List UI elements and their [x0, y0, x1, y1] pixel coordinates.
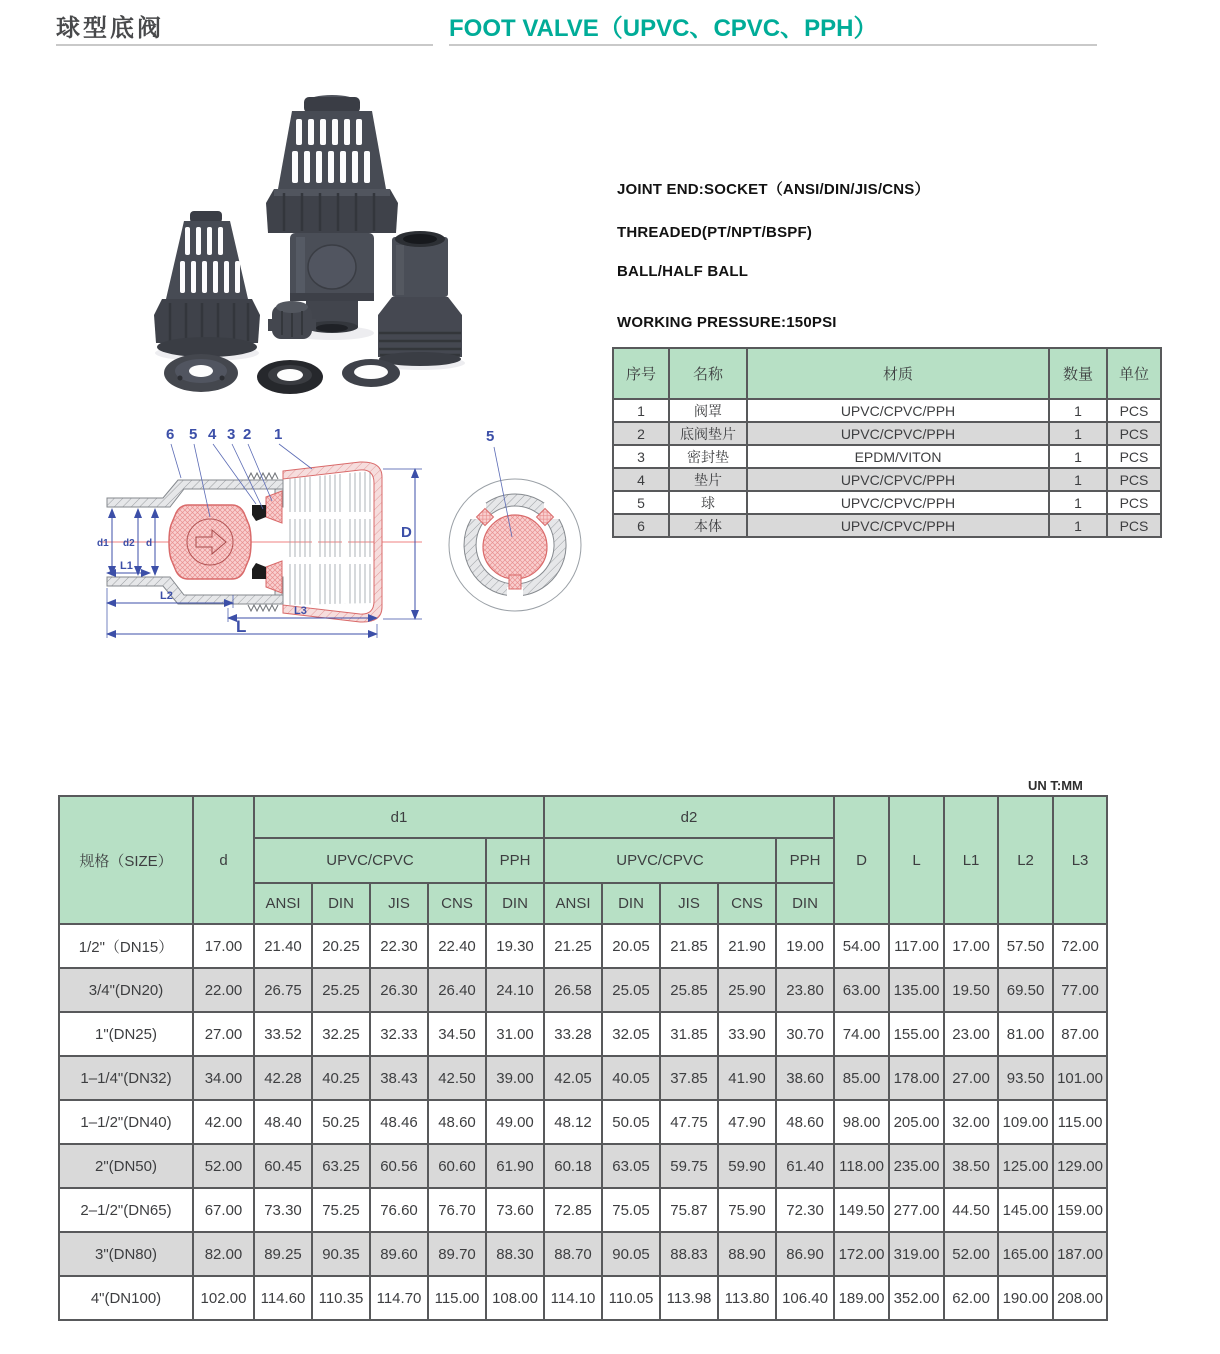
- table-cell: 129.00: [1053, 1144, 1107, 1188]
- table-cell: 135.00: [889, 968, 944, 1012]
- table-cell: 93.50: [998, 1056, 1053, 1100]
- table-cell: 50.05: [602, 1100, 660, 1144]
- table-cell: 19.50: [944, 968, 998, 1012]
- table-cell: 155.00: [889, 1012, 944, 1056]
- table-cell: 172.00: [834, 1232, 889, 1276]
- table-cell: 本体: [669, 514, 747, 537]
- photo-assembled-valve: [266, 95, 398, 333]
- table-cell: 48.46: [370, 1100, 428, 1144]
- table-cell: 41.90: [718, 1056, 776, 1100]
- table-cell: 38.50: [944, 1144, 998, 1188]
- table-cell: 60.60: [428, 1144, 486, 1188]
- table-cell: 108.00: [486, 1276, 544, 1320]
- table-cell: 25.05: [602, 968, 660, 1012]
- table-cell: 34.50: [428, 1012, 486, 1056]
- table-cell: 63.25: [312, 1144, 370, 1188]
- table-cell: 21.25: [544, 924, 602, 968]
- table-row: [613, 422, 1161, 445]
- col-header-standard: JIS: [370, 883, 428, 924]
- table-cell: 4"(DN100): [59, 1276, 193, 1320]
- col-header-d: d: [193, 796, 254, 924]
- table-cell: 67.00: [193, 1188, 254, 1232]
- table-cell: 60.18: [544, 1144, 602, 1188]
- table-cell: 40.05: [602, 1056, 660, 1100]
- table-cell: 42.05: [544, 1056, 602, 1100]
- parts-table: [612, 347, 1162, 538]
- col-header-standard: CNS: [428, 883, 486, 924]
- table-cell: 1: [1049, 399, 1107, 422]
- table-cell: 23.80: [776, 968, 834, 1012]
- table-cell: 90.35: [312, 1232, 370, 1276]
- table-cell: UPVC/CPVC/PPH: [747, 514, 1049, 537]
- table-cell: 114.10: [544, 1276, 602, 1320]
- col-header-upvc-cpvc: UPVC/CPVC: [254, 838, 486, 883]
- table-cell: 19.00: [776, 924, 834, 968]
- callout-5: 5: [189, 426, 198, 443]
- table-cell: 54.00: [834, 924, 889, 968]
- table-cell: 1: [1049, 468, 1107, 491]
- table-cell: 4: [613, 468, 669, 491]
- table-cell: 1"(DN25): [59, 1012, 193, 1056]
- table-cell: 352.00: [889, 1276, 944, 1320]
- callout-3: 3: [227, 426, 236, 443]
- table-row: [59, 1232, 1107, 1276]
- table-cell: 31.85: [660, 1012, 718, 1056]
- table-cell: 110.05: [602, 1276, 660, 1320]
- table-cell: 277.00: [889, 1188, 944, 1232]
- table-row: [613, 445, 1161, 468]
- table-cell: 44.50: [944, 1188, 998, 1232]
- table-row: [613, 514, 1161, 537]
- table-cell: 98.00: [834, 1100, 889, 1144]
- col-header: 单位: [1107, 348, 1161, 399]
- table-cell: 89.70: [428, 1232, 486, 1276]
- table-cell: 33.28: [544, 1012, 602, 1056]
- table-cell: 47.75: [660, 1100, 718, 1144]
- table-cell: 74.00: [834, 1012, 889, 1056]
- callout-6: 6: [166, 426, 175, 443]
- table-cell: 球: [669, 491, 747, 514]
- table-cell: 88.83: [660, 1232, 718, 1276]
- callout-4: 4: [208, 426, 217, 443]
- table-cell: PCS: [1107, 399, 1161, 422]
- size-table-body: [59, 924, 1107, 1320]
- table-cell: 32.00: [944, 1100, 998, 1144]
- table-cell: 5: [613, 491, 669, 514]
- table-cell: 114.60: [254, 1276, 312, 1320]
- col-header-d1: d1: [254, 796, 544, 838]
- dim-label-L1: L1: [120, 560, 133, 572]
- table-cell: 208.00: [1053, 1276, 1107, 1320]
- table-cell: PCS: [1107, 468, 1161, 491]
- table-cell: 1: [1049, 491, 1107, 514]
- table-row: [59, 1100, 1107, 1144]
- table-cell: 89.60: [370, 1232, 428, 1276]
- table-cell: 235.00: [889, 1144, 944, 1188]
- table-cell: 33.52: [254, 1012, 312, 1056]
- col-header-standard: DIN: [486, 883, 544, 924]
- table-cell: PCS: [1107, 422, 1161, 445]
- col-header-standard: CNS: [718, 883, 776, 924]
- table-cell: 59.90: [718, 1144, 776, 1188]
- table-cell: 76.70: [428, 1188, 486, 1232]
- table-cell: 90.05: [602, 1232, 660, 1276]
- table-cell: 88.70: [544, 1232, 602, 1276]
- table-cell: 75.25: [312, 1188, 370, 1232]
- table-cell: 24.10: [486, 968, 544, 1012]
- product-photo: [90, 85, 570, 405]
- table-cell: 72.85: [544, 1188, 602, 1232]
- table-cell: 39.00: [486, 1056, 544, 1100]
- parts-table-header: [613, 348, 1161, 399]
- col-header: 材质: [747, 348, 1049, 399]
- product-photo-svg: [90, 85, 570, 405]
- table-cell: UPVC/CPVC/PPH: [747, 468, 1049, 491]
- technical-drawing-svg: [60, 425, 610, 663]
- table-cell: 205.00: [889, 1100, 944, 1144]
- table-cell: 38.60: [776, 1056, 834, 1100]
- table-cell: PCS: [1107, 514, 1161, 537]
- table-cell: 189.00: [834, 1276, 889, 1320]
- table-cell: 1: [1049, 422, 1107, 445]
- table-cell: 34.00: [193, 1056, 254, 1100]
- table-cell: 115.00: [1053, 1100, 1107, 1144]
- table-cell: 1: [1049, 514, 1107, 537]
- parts-table-body: [613, 399, 1161, 537]
- col-header-L3: L3: [1053, 796, 1107, 924]
- table-cell: 109.00: [998, 1100, 1053, 1144]
- table-cell: 60.56: [370, 1144, 428, 1188]
- title-divider-right: [449, 44, 1097, 46]
- col-header: 名称: [669, 348, 747, 399]
- table-cell: 32.05: [602, 1012, 660, 1056]
- table-cell: 75.05: [602, 1188, 660, 1232]
- col-header-standard: ANSI: [544, 883, 602, 924]
- dim-label-d2: d2: [123, 538, 135, 549]
- page-title-zh: 球型底阀: [56, 15, 164, 42]
- table-cell: 59.75: [660, 1144, 718, 1188]
- callout-end-5: 5: [486, 428, 495, 445]
- table-cell: UPVC/CPVC/PPH: [747, 399, 1049, 422]
- table-cell: 22.00: [193, 968, 254, 1012]
- col-header-d2: d2: [544, 796, 834, 838]
- table-cell: 32.25: [312, 1012, 370, 1056]
- size-table-header: [59, 796, 1107, 924]
- table-cell: EPDM/VITON: [747, 445, 1049, 468]
- table-cell: 20.05: [602, 924, 660, 968]
- table-cell: 密封垫: [669, 445, 747, 468]
- col-header: 数量: [1049, 348, 1107, 399]
- table-cell: 37.85: [660, 1056, 718, 1100]
- table-cell: 101.00: [1053, 1056, 1107, 1100]
- spec-line: THREADED(PT/NPT/BSPF): [617, 224, 813, 241]
- table-cell: 17.00: [944, 924, 998, 968]
- table-row: [59, 1056, 1107, 1100]
- table-cell: 38.43: [370, 1056, 428, 1100]
- table-cell: 30.70: [776, 1012, 834, 1056]
- table-cell: 6: [613, 514, 669, 537]
- table-cell: 63.00: [834, 968, 889, 1012]
- table-cell: 33.90: [718, 1012, 776, 1056]
- table-row: [59, 968, 1107, 1012]
- table-cell: 72.00: [1053, 924, 1107, 968]
- table-cell: 17.00: [193, 924, 254, 968]
- drawing-end-view: [449, 428, 581, 611]
- table-cell: 26.40: [428, 968, 486, 1012]
- table-cell: 50.25: [312, 1100, 370, 1144]
- table-cell: 57.50: [998, 924, 1053, 968]
- table-cell: 21.40: [254, 924, 312, 968]
- table-cell: 87.00: [1053, 1012, 1107, 1056]
- table-cell: 48.60: [776, 1100, 834, 1144]
- table-cell: 25.25: [312, 968, 370, 1012]
- table-cell: 113.98: [660, 1276, 718, 1320]
- table-cell: 25.85: [660, 968, 718, 1012]
- table-cell: 阀罩: [669, 399, 747, 422]
- table-cell: 20.25: [312, 924, 370, 968]
- table-cell: 60.45: [254, 1144, 312, 1188]
- callout-1: 1: [274, 426, 283, 443]
- col-header-pph: PPH: [486, 838, 544, 883]
- table-cell: 48.12: [544, 1100, 602, 1144]
- table-cell: 52.00: [193, 1144, 254, 1188]
- spec-list: [617, 178, 1157, 331]
- table-cell: 165.00: [998, 1232, 1053, 1276]
- col-header-L: L: [889, 796, 944, 924]
- table-row: [613, 491, 1161, 514]
- table-cell: 1–1/4"(DN32): [59, 1056, 193, 1100]
- table-cell: 115.00: [428, 1276, 486, 1320]
- col-header-standard: DIN: [312, 883, 370, 924]
- table-cell: 3"(DN80): [59, 1232, 193, 1276]
- table-cell: PCS: [1107, 445, 1161, 468]
- table-cell: 125.00: [998, 1144, 1053, 1188]
- table-cell: 3: [613, 445, 669, 468]
- table-row: [59, 924, 1107, 968]
- table-cell: 2: [613, 422, 669, 445]
- table-cell: 145.00: [998, 1188, 1053, 1232]
- table-cell: 1/2"（DN15）: [59, 924, 193, 968]
- table-cell: 26.30: [370, 968, 428, 1012]
- photo-socket-adapter: [378, 231, 462, 366]
- col-header-L1: L1: [944, 796, 998, 924]
- technical-drawing: [60, 425, 610, 663]
- table-cell: 77.00: [1053, 968, 1107, 1012]
- table-cell: 31.00: [486, 1012, 544, 1056]
- table-cell: PCS: [1107, 491, 1161, 514]
- col-header-standard: DIN: [776, 883, 834, 924]
- col-header-D: D: [834, 796, 889, 924]
- table-cell: 106.40: [776, 1276, 834, 1320]
- table-cell: 21.85: [660, 924, 718, 968]
- table-cell: 52.00: [944, 1232, 998, 1276]
- dim-label-L2: L2: [160, 590, 173, 602]
- table-cell: 48.60: [428, 1100, 486, 1144]
- table-cell: 149.50: [834, 1188, 889, 1232]
- col-header-standard: DIN: [602, 883, 660, 924]
- col-header-size: 规格（SIZE）: [59, 796, 193, 924]
- table-cell: 190.00: [998, 1276, 1053, 1320]
- col-header: 序号: [613, 348, 669, 399]
- table-cell: 82.00: [193, 1232, 254, 1276]
- col-header-pph: PPH: [776, 838, 834, 883]
- table-cell: 159.00: [1053, 1188, 1107, 1232]
- spec-line: BALL/HALF BALL: [617, 263, 749, 280]
- title-divider-left: [56, 44, 433, 46]
- table-cell: 81.00: [998, 1012, 1053, 1056]
- col-header-standard: JIS: [660, 883, 718, 924]
- spec-line: JOINT END:SOCKET（ANSI/DIN/JIS/CNS）: [617, 181, 930, 198]
- table-cell: 102.00: [193, 1276, 254, 1320]
- table-row: [59, 1144, 1107, 1188]
- photo-gaskets: [164, 354, 400, 394]
- table-cell: 23.00: [944, 1012, 998, 1056]
- table-cell: 1: [1049, 445, 1107, 468]
- table-cell: 178.00: [889, 1056, 944, 1100]
- table-cell: 69.50: [998, 968, 1053, 1012]
- table-cell: 75.90: [718, 1188, 776, 1232]
- dim-label-L: L: [236, 617, 247, 636]
- table-cell: 42.00: [193, 1100, 254, 1144]
- table-cell: UPVC/CPVC/PPH: [747, 491, 1049, 514]
- table-cell: 22.40: [428, 924, 486, 968]
- photo-strainer-cage: [154, 211, 260, 357]
- table-row: [59, 1012, 1107, 1056]
- col-header-standard: ANSI: [254, 883, 312, 924]
- spec-line: WORKING PRESSURE:150PSI: [617, 314, 837, 331]
- table-cell: 1: [613, 399, 669, 422]
- table-cell: 117.00: [889, 924, 944, 968]
- table-cell: 73.30: [254, 1188, 312, 1232]
- table-cell: 110.35: [312, 1276, 370, 1320]
- table-cell: 47.90: [718, 1100, 776, 1144]
- table-cell: 26.75: [254, 968, 312, 1012]
- col-header-L2: L2: [998, 796, 1053, 924]
- dim-label-d1: d1: [97, 538, 109, 549]
- size-table: [58, 795, 1108, 1321]
- dim-label-L3: L3: [294, 605, 307, 617]
- table-cell: 22.30: [370, 924, 428, 968]
- table-cell: 75.87: [660, 1188, 718, 1232]
- table-cell: 187.00: [1053, 1232, 1107, 1276]
- table-row: [613, 399, 1161, 422]
- table-cell: 27.00: [944, 1056, 998, 1100]
- table-cell: 2–1/2"(DN65): [59, 1188, 193, 1232]
- table-cell: 76.60: [370, 1188, 428, 1232]
- table-cell: 73.60: [486, 1188, 544, 1232]
- unit-note: UN T:MM: [1028, 778, 1083, 793]
- dim-label-D: D: [401, 524, 412, 541]
- table-cell: 48.40: [254, 1100, 312, 1144]
- table-cell: 2"(DN50): [59, 1144, 193, 1188]
- page-title-en: FOOT VALVE（UPVC、CPVC、PPH）: [449, 15, 878, 42]
- table-cell: 19.30: [486, 924, 544, 968]
- table-cell: 114.70: [370, 1276, 428, 1320]
- table-cell: 61.40: [776, 1144, 834, 1188]
- table-cell: 底阀垫片: [669, 422, 747, 445]
- table-cell: 26.58: [544, 968, 602, 1012]
- table-cell: 319.00: [889, 1232, 944, 1276]
- table-cell: 62.00: [944, 1276, 998, 1320]
- table-cell: 21.90: [718, 924, 776, 968]
- table-cell: 3/4"(DN20): [59, 968, 193, 1012]
- table-cell: 垫片: [669, 468, 747, 491]
- table-row: [59, 1188, 1107, 1232]
- table-cell: 42.50: [428, 1056, 486, 1100]
- table-cell: 61.90: [486, 1144, 544, 1188]
- table-row: [613, 468, 1161, 491]
- table-cell: 118.00: [834, 1144, 889, 1188]
- callout-2: 2: [243, 426, 252, 443]
- table-cell: 25.90: [718, 968, 776, 1012]
- table-cell: 89.25: [254, 1232, 312, 1276]
- table-cell: 42.28: [254, 1056, 312, 1100]
- table-cell: 40.25: [312, 1056, 370, 1100]
- table-cell: 1–1/2"(DN40): [59, 1100, 193, 1144]
- table-cell: 113.80: [718, 1276, 776, 1320]
- table-cell: UPVC/CPVC/PPH: [747, 422, 1049, 445]
- table-cell: 88.30: [486, 1232, 544, 1276]
- table-cell: 86.90: [776, 1232, 834, 1276]
- table-row: [59, 1276, 1107, 1320]
- table-cell: 27.00: [193, 1012, 254, 1056]
- table-cell: 32.33: [370, 1012, 428, 1056]
- table-cell: 49.00: [486, 1100, 544, 1144]
- table-cell: 85.00: [834, 1056, 889, 1100]
- col-header-upvc-cpvc: UPVC/CPVC: [544, 838, 776, 883]
- table-cell: 72.30: [776, 1188, 834, 1232]
- dim-label-d: d: [146, 538, 153, 549]
- table-cell: 88.90: [718, 1232, 776, 1276]
- table-cell: 63.05: [602, 1144, 660, 1188]
